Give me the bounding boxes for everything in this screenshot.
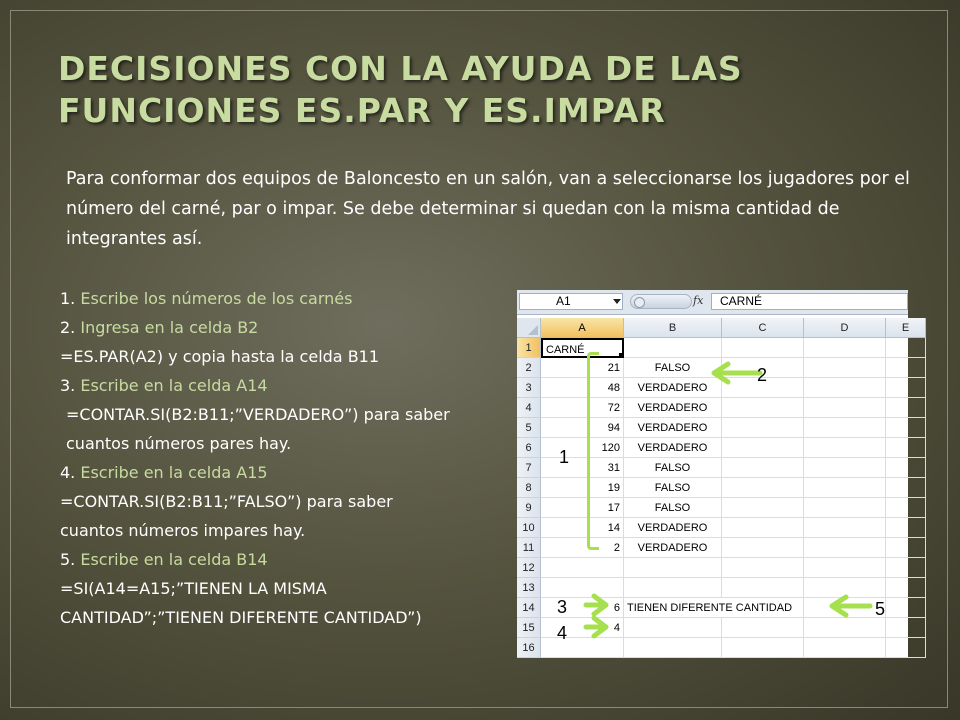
cell-e[interactable] [886, 618, 926, 638]
name-box[interactable]: A1 [519, 293, 623, 310]
row-header[interactable]: 13 [517, 578, 541, 598]
annotation-4: 4 [557, 623, 568, 643]
step-3-formula: =CONTAR.SI(B2:B11;”VERDADERO”) para saber cuantos números pares hay. [66, 405, 450, 453]
cell-a8[interactable]: 19 [541, 478, 624, 498]
cell-c[interactable] [722, 618, 804, 638]
cell-d[interactable] [804, 338, 886, 358]
cell-a13[interactable] [541, 578, 624, 598]
cell-e[interactable] [886, 498, 926, 518]
cell-c[interactable] [722, 338, 804, 358]
cell-c[interactable] [722, 498, 804, 518]
arrow-left-icon [706, 361, 762, 385]
annotation-3: 3 [557, 597, 568, 617]
cell-c[interactable] [722, 558, 804, 578]
column-header-d[interactable]: D [804, 318, 886, 338]
cell-b11[interactable]: VERDADERO [624, 538, 722, 558]
cell-b2[interactable]: FALSO [624, 358, 722, 378]
cell-c[interactable] [722, 638, 804, 658]
table-row [517, 518, 908, 538]
cell-d[interactable] [804, 558, 886, 578]
annotation-1: 1 [559, 447, 570, 467]
cell-d[interactable] [804, 418, 886, 438]
formula-bar [517, 290, 908, 315]
cell-a1[interactable]: CARNÉ [541, 338, 624, 358]
row-header[interactable]: 12 [517, 558, 541, 578]
row-header[interactable]: 6 [517, 438, 541, 458]
cell-d[interactable] [804, 618, 886, 638]
title-line-2: FUNCIONES ES.PAR Y ES.IMPAR [58, 91, 666, 130]
row-header[interactable]: 2 [517, 358, 541, 378]
step-2-formula: =ES.PAR(A2) y copia hasta la celda B11 [60, 347, 380, 366]
row-header[interactable]: 9 [517, 498, 541, 518]
step-2: 2. Ingresa en la celda B2 [60, 318, 259, 337]
cell-e[interactable] [886, 378, 926, 398]
cell-b14[interactable]: TIENEN DIFERENTE CANTIDAD [624, 598, 722, 618]
row-header[interactable]: 4 [517, 398, 541, 418]
annotation-5: 5 [875, 599, 886, 619]
table-row [517, 618, 908, 638]
row-header[interactable]: 1 [517, 338, 541, 358]
cell-c[interactable] [722, 398, 804, 418]
cell-e[interactable] [886, 458, 926, 478]
table-row [517, 558, 908, 578]
cell-a4[interactable]: 72 [541, 398, 624, 418]
cell-d[interactable] [804, 398, 886, 418]
cell-d[interactable] [804, 498, 886, 518]
slide-title [58, 48, 918, 132]
cell-b4[interactable]: VERDADERO [624, 398, 722, 418]
cell-e[interactable] [886, 398, 926, 418]
cell-e[interactable] [886, 558, 926, 578]
cell-a2[interactable]: 21 [541, 358, 624, 378]
cell-a10[interactable]: 14 [541, 518, 624, 538]
cell-c[interactable] [722, 538, 804, 558]
cell-e[interactable] [886, 418, 926, 438]
cell-b8[interactable]: FALSO [624, 478, 722, 498]
table-row [517, 638, 908, 658]
cell-b5[interactable]: VERDADERO [624, 418, 722, 438]
cell-d[interactable] [804, 438, 886, 458]
table-row [517, 338, 908, 358]
chevron-down-icon[interactable] [613, 299, 621, 304]
cell-c[interactable] [722, 458, 804, 478]
cell-d[interactable] [804, 478, 886, 498]
cell-e[interactable] [886, 518, 926, 538]
cell-d[interactable] [804, 518, 886, 538]
cell-d[interactable] [804, 538, 886, 558]
cell-d[interactable] [804, 358, 886, 378]
cell-b15[interactable] [624, 618, 722, 638]
row-header[interactable]: 7 [517, 458, 541, 478]
step-5-formula: =SI(A14=A15;”TIENEN LA MISMA CANTIDAD”;”TIENEN DIFERENTE CANTIDAD”) [60, 579, 422, 627]
circle-icon [634, 297, 645, 308]
step-1: 1. Escribe los números de los carnés [60, 289, 353, 308]
column-header-b[interactable]: B [624, 318, 722, 338]
cell-e[interactable] [886, 638, 926, 658]
cell-b6[interactable]: VERDADERO [624, 438, 722, 458]
cell-a9[interactable]: 17 [541, 498, 624, 518]
steps-list [60, 284, 460, 632]
cell-e[interactable] [886, 598, 926, 618]
row-header[interactable]: 14 [517, 598, 541, 618]
cell-a12[interactable] [541, 558, 624, 578]
row-header[interactable]: 10 [517, 518, 541, 538]
intro-paragraph: Para conformar dos equipos de Baloncesto en un salón, van a seleccionarse los jugadores por el número del carné, par o impar. Se debe determinar si quedan con la misma cantidad de integrantes así. [66, 169, 910, 249]
table-row [517, 498, 908, 518]
row-header[interactable]: 8 [517, 478, 541, 498]
column-headers [517, 318, 908, 338]
triangle-icon [528, 325, 538, 335]
cell-b7[interactable]: FALSO [624, 458, 722, 478]
table-row [517, 538, 908, 558]
row-header[interactable]: 5 [517, 418, 541, 438]
function-icon[interactable]: fx [693, 294, 704, 307]
select-all-corner[interactable] [517, 318, 541, 338]
green-bracket [587, 352, 599, 550]
cell-a5[interactable]: 94 [541, 418, 624, 438]
arrow-right-icon [584, 593, 610, 617]
cell-a11[interactable]: 2 [541, 538, 624, 558]
cell-b9[interactable]: FALSO [624, 498, 722, 518]
step-4: 4. Escribe en la celda A15 [60, 463, 268, 482]
cell-b12[interactable] [624, 558, 722, 578]
row-header[interactable]: 15 [517, 618, 541, 638]
column-header-a[interactable]: A [541, 318, 624, 338]
annotation-2: 2 [757, 365, 768, 385]
row-header[interactable]: 11 [517, 538, 541, 558]
cell-c[interactable] [722, 598, 804, 618]
cell-a3[interactable]: 48 [541, 378, 624, 398]
cell-c[interactable] [722, 438, 804, 458]
cell-e[interactable] [886, 358, 926, 378]
step-4-formula: =CONTAR.SI(B2:B11;”FALSO”) para saber cuantos números impares hay. [60, 492, 393, 540]
cell-e[interactable] [886, 538, 926, 558]
table-row [517, 438, 908, 458]
cell-c[interactable] [722, 578, 804, 598]
cell-e[interactable] [886, 438, 926, 458]
step-5: 5. Escribe en la celda B14 [60, 550, 268, 569]
table-row [517, 458, 908, 478]
arrow-left-icon [826, 594, 872, 618]
cell-e[interactable] [886, 478, 926, 498]
table-row [517, 478, 908, 498]
cell-b13[interactable] [624, 578, 722, 598]
table-row [517, 398, 908, 418]
cell-b16[interactable] [624, 638, 722, 658]
row-header[interactable]: 3 [517, 378, 541, 398]
formula-input[interactable]: CARNÉ [711, 293, 908, 310]
cell-c[interactable] [722, 418, 804, 438]
cell-a14[interactable]: 6 [541, 598, 624, 618]
cell-c[interactable] [722, 478, 804, 498]
table-row [517, 418, 908, 438]
cell-d[interactable] [804, 378, 886, 398]
column-header-c[interactable]: C [722, 318, 804, 338]
cell-a7[interactable]: 31 [541, 458, 624, 478]
cell-e[interactable] [886, 578, 926, 598]
step-3: 3. Escribe en la celda A14 [60, 376, 268, 395]
cell-b10[interactable]: VERDADERO [624, 518, 722, 538]
cell-a6[interactable]: 120 [541, 438, 624, 458]
title-line-1: DECISIONES CON LA AYUDA DE LAS [58, 49, 743, 88]
cell-d[interactable] [804, 638, 886, 658]
cell-c[interactable] [722, 518, 804, 538]
arrow-right-icon [584, 615, 610, 639]
cell-e[interactable] [886, 338, 926, 358]
cell-a15[interactable]: 4 [541, 618, 624, 638]
row-header[interactable]: 16 [517, 638, 541, 658]
column-header-e[interactable]: E [886, 318, 926, 338]
cell-b1[interactable] [624, 338, 722, 358]
cell-a16[interactable] [541, 638, 624, 658]
cell-b3[interactable]: VERDADERO [624, 378, 722, 398]
cell-d[interactable] [804, 458, 886, 478]
